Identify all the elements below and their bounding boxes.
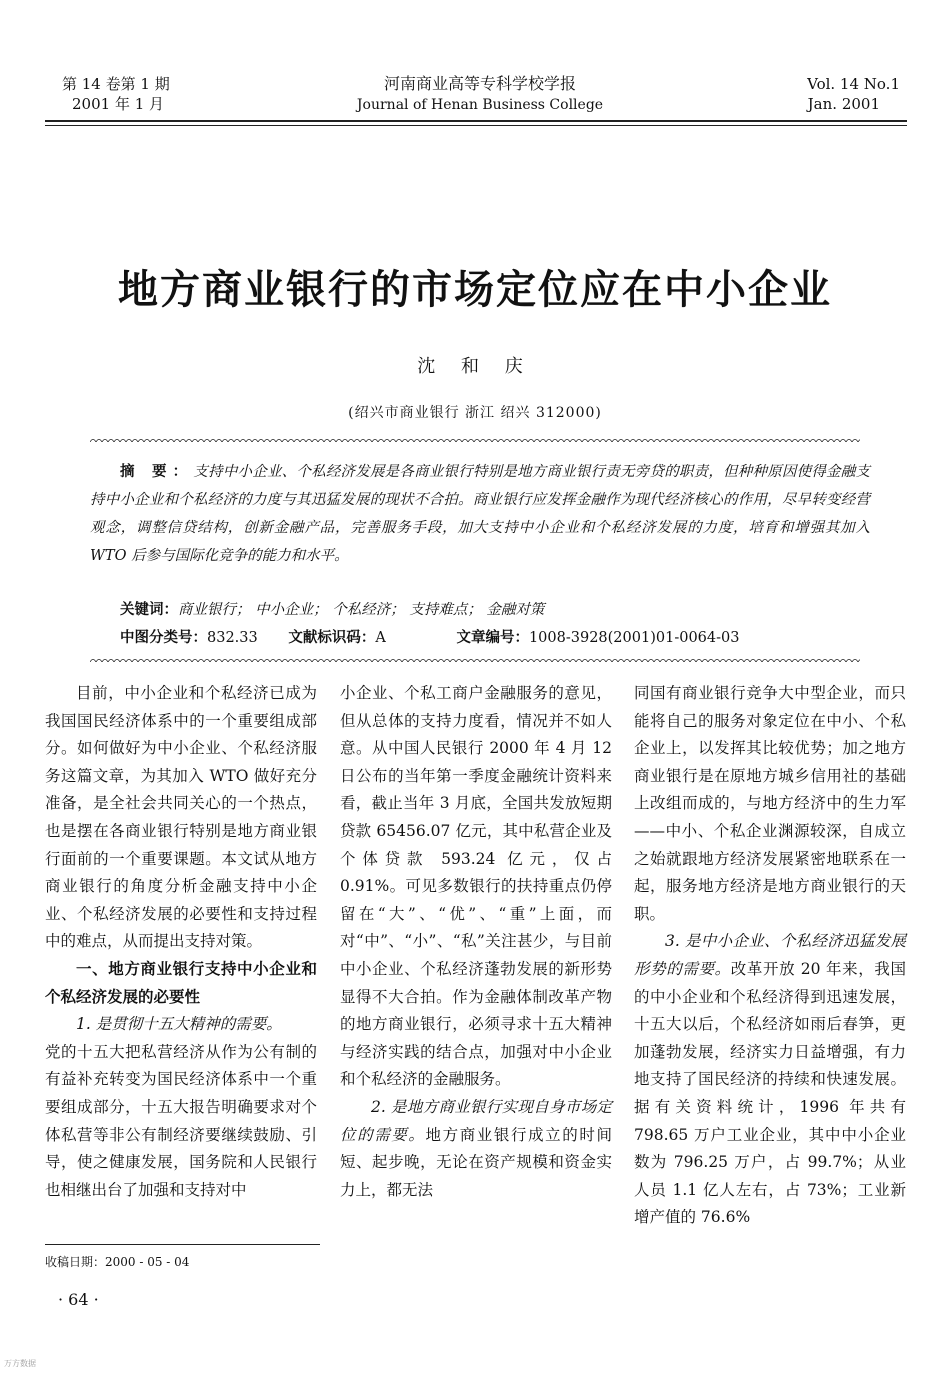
doc-code-label: 文献标识码：: [288, 630, 376, 646]
journal-name-cn: 河南商业高等专科学校学报: [383, 74, 576, 93]
paragraph: 小企业、个私工商户金融服务的意见，但从总体的支持力度看，情况并不如人意。从中国人民银行 2000 年 4 月 12 日公布的当年第一季度金融统计资料来看，截止当年 3 月底，全国共发放短期贷款 65456.07 亿元，其中私营企业及个体贷款 593.24 亿元，仅占 0.91%。可见多数银行的扶持重点仍停留在“大”、“优”、“重”上面，而对“中”、“小”、“私”关注甚少，与目前中小企业、个私经济蓬勃发展的新形势显得不大合拍。作为金融体制改革产物的地方商业银行，必须寻求十五大精神与经济实践的结合点，加强对中小企业和个私经济的金融服务。: [340, 684, 612, 1089]
section-heading: 一、地方商业银行支持中小企业和个私经济发展的必要性: [45, 959, 317, 1006]
author-affiliation: (绍兴市商业银行 浙江 绍兴 312000): [348, 405, 602, 421]
header-rule: [45, 120, 907, 122]
article-no-label: 文章编号：: [456, 630, 529, 646]
subsection-heading: 1. 是贯彻十五大精神的需要。: [76, 1015, 282, 1034]
article-title: 地方商业银行的市场定位应在中小企业: [118, 267, 832, 313]
article-no-value: 1008-3928(2001)01-0064-03: [528, 630, 740, 646]
journal-name-en: Journal of Henan Business College: [356, 97, 604, 113]
header-date: 2001 年 1 月: [72, 95, 165, 113]
body-column-1: [45, 680, 317, 1204]
paragraph: 目前，中小企业和个私经济已成为我国国民经济体系中的一个重要组成部分。如何做好为中小企业、个私经济服务这篇文章，为其加入 WTO 做好充分准备，是全社会共同关心的一个热点，也是摆在各商业银行特别是地方商业银行面前的一个重要课题。本文试从地方商业银行的角度分析金融支持中小企业、个私经济发展的必要性和支持过程中的难点，从而提出支持对策。: [45, 684, 317, 951]
paragraph: 同国有商业银行竞争大中型企业，而只能将自己的服务对象定位在中小、个私企业上，以发挥其比较优势；加之地方商业银行是在原地方城乡信用社的基础上改组而成的，与地方经济中的生力军——中小、个私企业渊源较深，自成立之始就跟地方经济发展紧密地联系在一起，服务地方经济是地方商业银行的天职。: [634, 684, 906, 923]
header-volume-issue: 第 14 卷第 1 期: [62, 75, 170, 93]
header-vol-no: Vol. 14 No.1: [807, 75, 900, 93]
paragraph: 改革开放 20 年来，我国的中小企业和个私经济得到迅速发展，十五大以后，个私经济如雨后春笋，更加蓬勃发展，经济实力日益增强，有力地支持了国民经济的持续和快速发展。据有关资料统计，1996 年共有 798.65 万户工业企业，其中中小企业数为 796.25 万户，占 99.7%；从业人员 1.1 亿人左右，占 73%；工业新增产值的 76.6%: [634, 959, 906, 1227]
page-number: · 64 ·: [58, 1290, 99, 1309]
body-column-3: [634, 680, 906, 1232]
body-column-2: [340, 680, 612, 1204]
article-author: 沈 和 庆: [417, 356, 533, 377]
clc-value: 832.33: [207, 630, 258, 646]
classification-line: [120, 626, 880, 647]
paragraph: 地方商业银行成立的时间短、起步晚，无论在资产规模和资金实力上，都无法: [340, 1125, 612, 1199]
header-rule-thin: [45, 125, 907, 126]
subsection-heading: 2. 是地方商业银行实现自身市场定位的需要。: [340, 1097, 612, 1144]
keywords: [120, 598, 544, 619]
watermark: 万方数据: [4, 1359, 36, 1368]
keywords-label: 关键词：: [120, 602, 178, 618]
paragraph: 党的十五大把私营经济从作为公有制的有益补充转变为国民经济体系中一个重要组成部分，十五大报告明确要求对个体私营等非公有制经济要继续鼓励、引导，使之健康发展，国务院和人民银行也相继出台了加强和支持对中: [45, 1042, 317, 1199]
abstract-label: 摘 要：: [120, 464, 194, 480]
doc-code-value: A: [375, 630, 386, 646]
clc-label: 中图分类号：: [120, 630, 207, 646]
wavy-divider-bottom: [90, 656, 860, 662]
received-date: 收稿日期：2000 - 05 - 04: [45, 1255, 190, 1269]
header-month-year: Jan. 2001: [807, 95, 880, 113]
subsection-heading: 3. 是中小企业、个私经济迅猛发展形势的需要。: [634, 932, 906, 978]
wavy-divider-top: [90, 436, 860, 442]
keywords-text: 商业银行； 中小企业； 个私经济； 支持难点； 金融对策: [178, 602, 545, 618]
abstract: [90, 458, 870, 570]
footnote-rule: [45, 1244, 320, 1245]
abstract-text: 支持中小企业、个私经济发展是各商业银行特别是地方商业银行责无旁贷的职责，但种种原因使得金融支持中小企业和个私经济的力度与其迅猛发展的现状不合拍。商业银行应发挥金融作为现代经济核心的作用，尽早转变经营观念，调整信贷结构，创新金融产品，完善服务手段，加大支持中小企业和个私经济发展的力度，培育和增强其加入 WTO 后参与国际化竞争的能力和水平。: [90, 464, 870, 564]
